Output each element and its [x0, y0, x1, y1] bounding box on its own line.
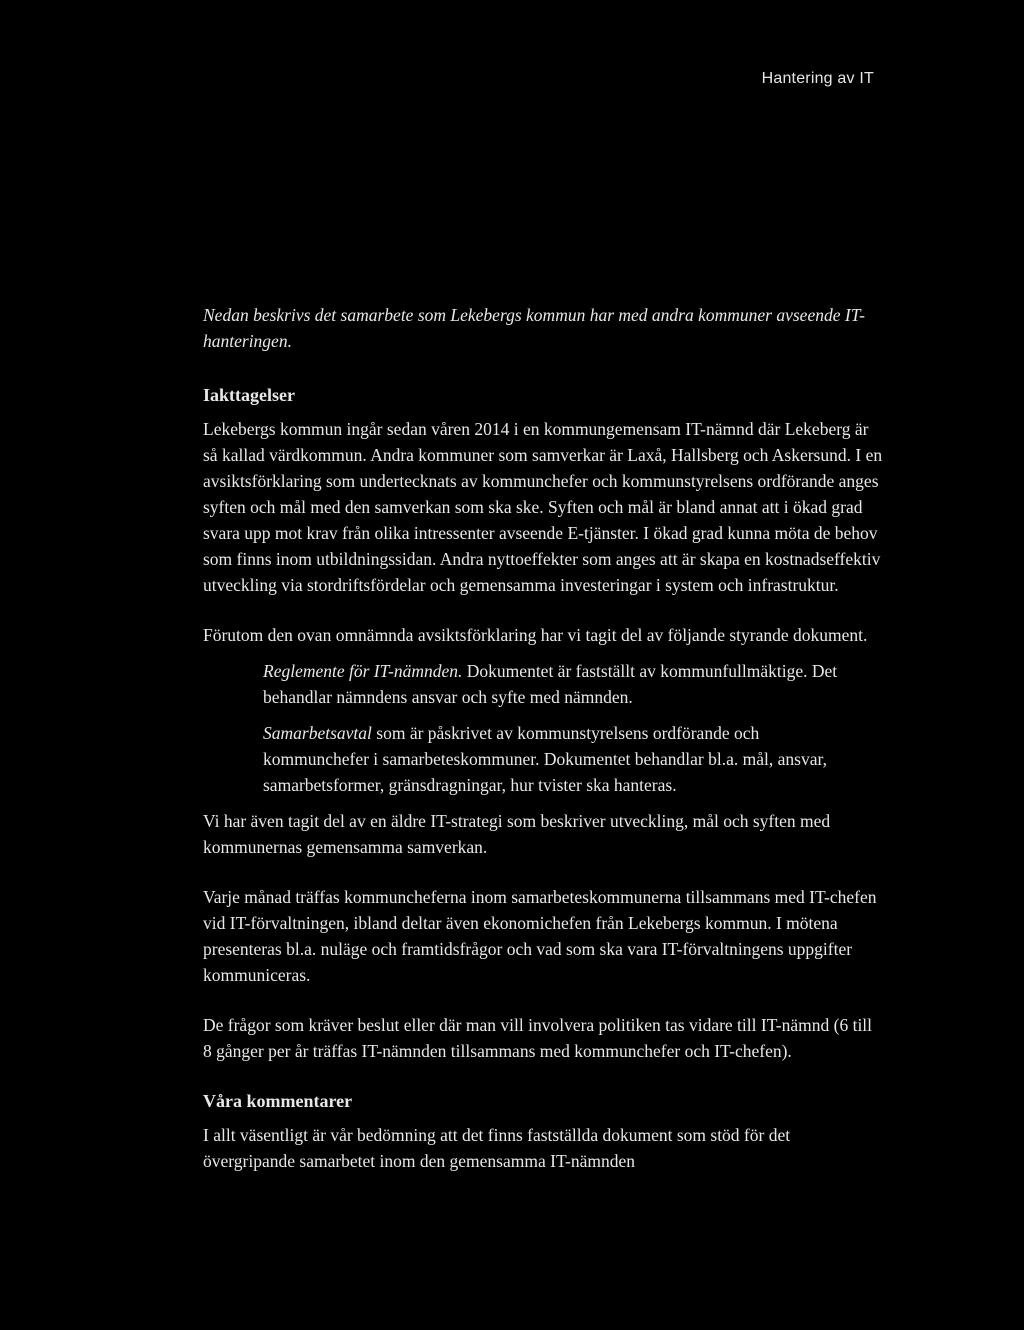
document-item-reglemente: [263, 658, 853, 710]
document-item-samarbetsavtal: [263, 720, 853, 798]
document-title-reglemente: Reglemente för IT-nämnden.: [263, 661, 463, 681]
paragraph-it-strategy: Vi har även tagit del av en äldre IT-strategi som beskriver utveckling, mål och syften med kommunernas gemensamma samverkan.: [203, 811, 831, 857]
document-title-samarbetsavtal: Samarbetsavtal: [263, 723, 372, 743]
document-desc-samarbetsavtal: som är påskrivet av kommunstyrelsens ordförande och kommunchefer i samarbeteskommuner. Dokumentet behandlar bl.a. mål, ansvar, samarbetsformer, gränsdragningar, hur tvister ska hanteras.: [263, 723, 827, 795]
paragraph-assessment: I allt väsentligt är vår bedömning att det finns fastställda dokument som stöd för det övergripande samarbetet inom den gemensamma IT-nämnden: [203, 1125, 791, 1171]
section-heading-iakttagelser: Iakttagelser: [203, 385, 295, 405]
paragraph-decisions: De frågor som kräver beslut eller där man vill involvera politiken tas vidare till IT-nämnd (6 till 8 gånger per år träffas IT-nämnden tillsammans med kommunchefer och IT-chefen).: [203, 1015, 873, 1061]
section-heading-kommentarer: Våra kommentarer: [203, 1091, 353, 1111]
paragraph-documents-intro: Förutom den ovan omnämnda avsiktsförklaring har vi tagit del av följande styrande dokument.: [203, 625, 868, 645]
document-body: [203, 302, 883, 1198]
paragraph-monthly-meetings: Varje månad träffas kommuncheferna inom samarbeteskommunerna tillsammans med IT-chefen vid IT-förvaltningen, ibland deltar även ekonomichefen från Lekebergs kommun. I mötena presenteras bl.a. nuläge och framtidsfrågor och vad som ska vara IT-förvaltningens uppgifter kommuniceras.: [203, 887, 877, 985]
intro-text: Nedan beskrivs det samarbete som Lekebergs kommun har med andra kommuner avseende IT-hanteringen.: [203, 305, 865, 351]
paragraph-collaboration: Lekebergs kommun ingår sedan våren 2014 i en kommungemensam IT-nämnd där Lekeberg är så kallad värdkommun. Andra kommuner som samverkar är Laxå, Hallsberg och Askersund. I en avsiktsförklaring som undertecknats av kommunchefer och kommunstyrelsens ordförande anges syften och mål med den samverkan som ska ske. Syften och mål är bland annat att i ökad grad svara upp mot krav från olika intressenter avseende E-tjänster. I ökad grad kunna möta de behov som finns inom utbildningssidan. Andra nyttoeffekter som anges att är skapa en kostnadseffektiv utveckling via stordriftsfördelar och gemensamma investeringar i system och infrastruktur.: [203, 419, 883, 595]
running-header: Hantering av IT: [761, 70, 874, 87]
document-desc-reglemente: Dokumentet är fastställt av kommunfullmäktige. Det behandlar nämndens ansvar och syfte med nämnden.: [263, 661, 838, 707]
